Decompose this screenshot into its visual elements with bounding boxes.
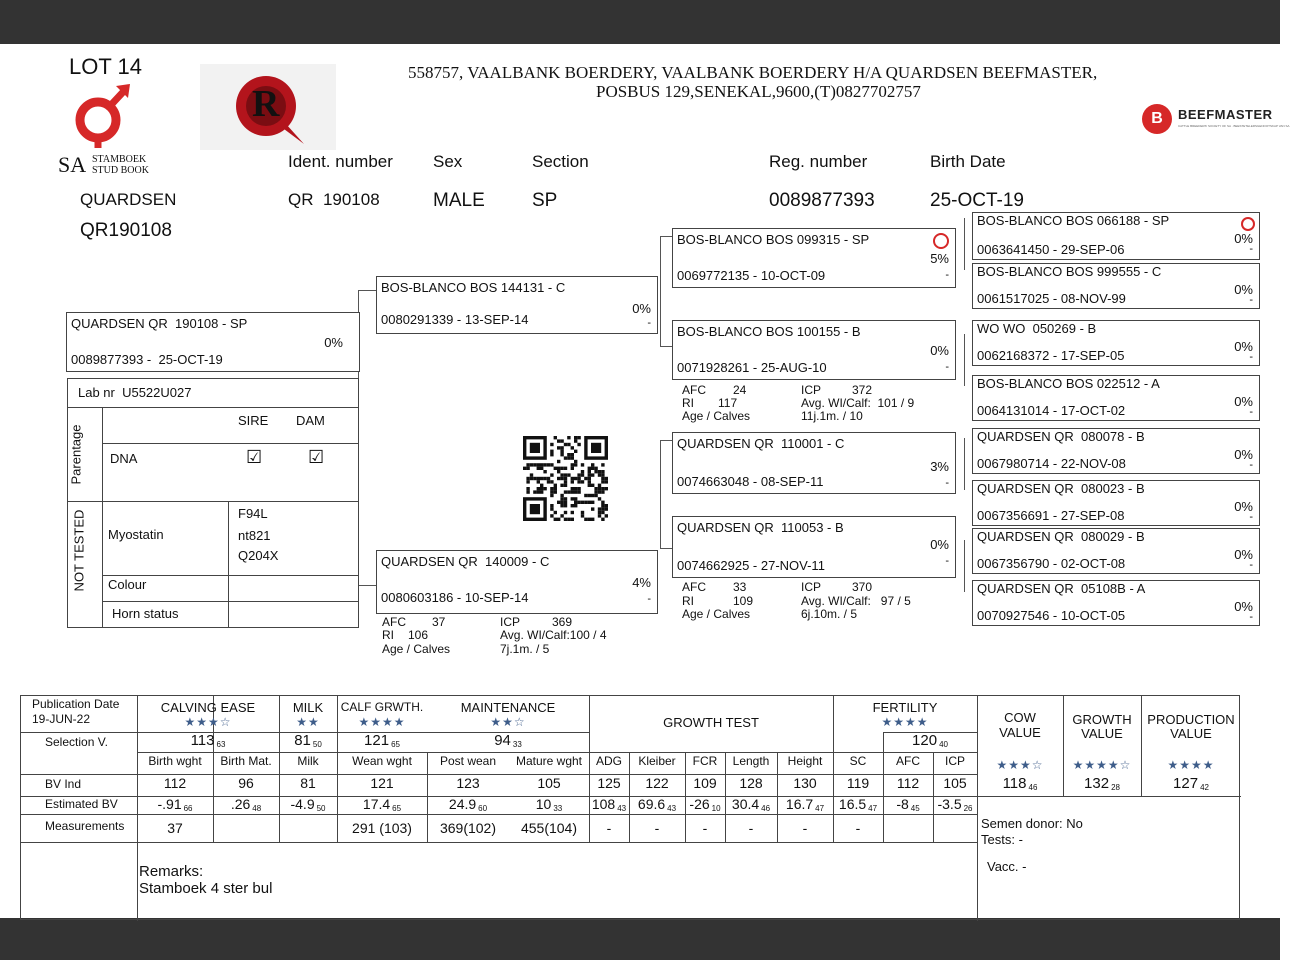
hdr-cow-1: COW	[1004, 710, 1036, 725]
measurement-value: -	[802, 820, 808, 836]
beefmaster-tag: CATTLE BREEDERS' SOCIETY OF SA · BEESTETELERSGENOOTSKAP VAN SA	[1178, 124, 1290, 128]
gg-name: BOS-BLANCO BOS 999555 - C	[977, 264, 1162, 279]
bv-ind-value: 81	[300, 775, 316, 791]
subject-name: QUARDSEN QR 190108 - SP	[71, 316, 248, 331]
animal-birth: 25-OCT-19	[930, 190, 1024, 211]
beefmaster-emblem-icon: B	[1142, 104, 1172, 134]
gg-reg: 0062168372 - 17-SEP-05	[977, 348, 1125, 363]
gene-badge-icon	[933, 233, 949, 249]
pedigree-great-grandparent	[972, 375, 1260, 421]
label-birth: Birth Date	[930, 152, 1006, 171]
gg-pct: 0%	[1234, 394, 1253, 409]
bv-col-header: AFC	[896, 754, 920, 768]
bv-ind-value: 119	[846, 775, 870, 791]
gg-dash: -	[1249, 351, 1253, 363]
stat-value: 106	[408, 628, 429, 642]
pedigree-sire-dam	[672, 320, 956, 380]
horn-label: Horn status	[112, 606, 179, 621]
sel-label: Selection V.	[45, 735, 108, 749]
sa-line2: STUD BOOK	[92, 165, 149, 176]
bv-ind-value: 128	[739, 775, 763, 791]
stars-growth: ★★★★☆	[1072, 758, 1132, 772]
est-bv-value: 69.6 $_{43}$	[637, 796, 677, 813]
tests: Tests: -	[981, 832, 1023, 847]
hdr-fertility: FERTILITY	[872, 700, 938, 715]
sel-milk: 81 $_{50}$	[294, 732, 322, 749]
ds-reg: 0074663048 - 08-SEP-11	[677, 474, 824, 489]
beefmaster-logo	[1142, 104, 1290, 138]
row-label-meas: Measurements	[45, 819, 125, 833]
pedigree-great-grandparent	[972, 480, 1260, 526]
gg-pct: 0%	[1234, 499, 1253, 514]
measurement-value: 455(104)	[520, 820, 578, 836]
remarks-label: Remarks:	[139, 863, 204, 880]
dna-dam-check-icon: ☑	[308, 447, 325, 467]
semen-donor: Semen donor: No	[981, 816, 1083, 831]
est-bv-value: -8 $_{45}$	[896, 796, 920, 813]
gg-dash: -	[1249, 559, 1253, 571]
not-tested-label: NOT TESTED	[71, 509, 87, 592]
measurement-value: -	[654, 820, 660, 836]
pedigree-dam-sire	[672, 432, 956, 494]
sire-dam-stats	[682, 383, 952, 427]
pedigree-great-grandparent	[972, 428, 1260, 474]
lot-number: LOT 14	[69, 54, 142, 79]
sel-fertility: 120 $_{40}$	[912, 732, 948, 749]
est-bv-value: 30.4 $_{46}$	[731, 796, 771, 813]
est-bv-value: 16.7 $_{47}$	[785, 796, 825, 813]
gg-reg: 0070927546 - 10-OCT-05	[977, 608, 1126, 623]
stars-maint: ★★☆	[490, 715, 526, 729]
stat-label: RI	[682, 594, 694, 608]
hdr-milk: MILK	[292, 700, 324, 715]
subject-reg: 0089877393 - 25-OCT-19	[71, 352, 223, 367]
stat-value: 117	[718, 396, 738, 410]
index-cow: 118 $_{46}$	[1002, 775, 1038, 792]
stat-label: AFC	[382, 615, 406, 629]
sel-calf: 121 $_{65}$	[364, 732, 400, 749]
gg-name: WO WO 050269 - B	[977, 321, 1097, 336]
animal-reg: 0089877393	[769, 190, 875, 211]
subject-pct: 0%	[324, 335, 343, 350]
gg-reg: 0067980714 - 22-NOV-08	[977, 456, 1126, 471]
measurement-value: -	[606, 820, 612, 836]
gg-name: QUARDSEN QR 080023 - B	[977, 481, 1145, 496]
hdr-maint: MAINTENANCE	[460, 700, 556, 715]
stat-value: 6j.10m. / 5	[801, 607, 858, 621]
bv-col-header: Length	[732, 754, 770, 768]
dam-pct: 4%	[632, 575, 651, 590]
dna-sire-check-icon: ☑	[246, 447, 263, 467]
bv-col-header: Height	[787, 754, 823, 768]
stat-value: 370	[852, 580, 873, 594]
label-sex: Sex	[433, 152, 463, 171]
myostatin-value-2: nt821	[238, 528, 271, 543]
dam-reg: 0080603186 - 10-SEP-14	[381, 590, 529, 605]
gg-pct: 0%	[1234, 339, 1253, 354]
bv-col-header: Post wean	[439, 754, 497, 768]
stars-cow: ★★★☆	[996, 758, 1044, 772]
pedigree-sire-sire	[672, 228, 956, 288]
remarks-text: Stamboek 4 ster bul	[139, 880, 273, 897]
gender-symbol-icon	[58, 82, 158, 152]
ds-pct: 3%	[930, 459, 949, 474]
sd-name: BOS-BLANCO BOS 100155 - B	[677, 324, 861, 339]
pedigree-subject	[66, 312, 360, 372]
gg-reg: 0061517025 - 08-NOV-99	[977, 291, 1126, 306]
row-label-bv-ind: BV Ind	[45, 777, 82, 791]
est-bv-value: 108 $_{43}$	[591, 796, 627, 813]
bv-ind-value: 122	[645, 775, 669, 791]
gg-reg: 0064131014 - 17-OCT-02	[977, 403, 1126, 418]
pub-date: 19-JUN-22	[32, 712, 91, 726]
qr-code-graphic	[522, 436, 610, 522]
pedigree-sire	[376, 276, 658, 334]
gg-name: QUARDSEN QR 080078 - B	[977, 429, 1145, 444]
measurement-value: 291 (103)	[352, 820, 412, 836]
bv-ind-value: 121	[370, 775, 394, 791]
bv-ind-value: 130	[793, 775, 817, 791]
label-ident: Ident. number	[288, 152, 393, 171]
pedigree-great-grandparent	[972, 320, 1260, 366]
sire-reg: 0080291339 - 13-SEP-14	[381, 312, 529, 327]
gg-dash: -	[1249, 243, 1253, 255]
bv-col-header: SC	[849, 754, 867, 768]
bv-ind-value: 96	[238, 775, 254, 791]
bv-col-header: Wean wght	[352, 754, 412, 768]
bv-col-header: Kleiber	[638, 754, 676, 768]
myostatin-value-3: Q204X	[238, 548, 279, 563]
pedigree-dam	[376, 550, 658, 614]
pedigree-great-grandparent	[972, 580, 1260, 626]
gg-dash: -	[1249, 294, 1253, 306]
myostatin-value-1: F94L	[238, 506, 268, 521]
pedigree-great-grandparent	[972, 212, 1260, 260]
gg-pct: 0%	[1234, 231, 1253, 246]
lab-panel	[67, 378, 359, 628]
sire-name: BOS-BLANCO BOS 144131 - C	[381, 280, 566, 295]
stars-milk: ★★	[296, 715, 320, 729]
sa-studbook-logo	[58, 82, 158, 178]
sire-dash: -	[647, 317, 651, 329]
gg-name: BOS-BLANCO BOS 066188 - SP	[977, 213, 1170, 228]
label-reg: Reg. number	[769, 152, 868, 171]
measurement-value: -	[855, 820, 861, 836]
bv-ind-value: 109	[693, 775, 717, 791]
gg-dash: -	[1249, 459, 1253, 471]
beefmaster-word: BEEFMASTER	[1178, 107, 1273, 122]
sire-pct: 0%	[632, 301, 651, 316]
quardsen-logo	[200, 64, 336, 150]
sire-col-label: SIRE	[238, 413, 269, 428]
animal-code: QR190108	[80, 220, 172, 241]
pedigree-great-grandparent	[972, 263, 1260, 309]
sa-line1: STAMBOEK	[92, 154, 147, 165]
gg-dash: -	[1249, 511, 1253, 523]
bv-col-header: ADG	[595, 754, 622, 768]
est-bv-value: -4.9 $_{50}$	[290, 796, 326, 813]
gg-pct: 0%	[1234, 547, 1253, 562]
sd-dash: -	[945, 361, 949, 373]
label-section: Section	[532, 152, 589, 171]
stars-prod: ★★★★	[1167, 758, 1215, 772]
pedigree-dam-dam	[672, 516, 956, 578]
bv-ind-value: 112	[163, 775, 187, 791]
dd-pct: 0%	[930, 537, 949, 552]
est-bv-value: 17.4 $_{65}$	[362, 796, 402, 813]
bv-col-header: Mature wght	[515, 754, 583, 768]
hdr-growth-test: GROWTH TEST	[663, 715, 759, 730]
stat-label: ICP	[801, 383, 822, 397]
animal-ident: QR 190108	[288, 190, 380, 209]
stars-calf: ★★★★	[358, 715, 406, 729]
bv-table	[20, 695, 1240, 920]
stat-label: Age / Calves	[382, 642, 451, 656]
stat-label: AFC	[682, 580, 706, 594]
dam-col-label: DAM	[296, 413, 325, 428]
gg-reg: 0063641450 - 29-SEP-06	[977, 242, 1125, 257]
bv-col-header: Birth Mat.	[220, 754, 272, 768]
qr-code	[522, 436, 610, 522]
parentage-label: Parentage	[68, 424, 84, 485]
index-prod: 127 $_{42}$	[1173, 775, 1209, 792]
stat-value: 37	[432, 615, 446, 629]
est-bv-value: .26 $_{48}$	[230, 796, 262, 813]
est-bv-value: 24.9 $_{60}$	[448, 796, 488, 813]
gg-dash: -	[1249, 611, 1253, 623]
bv-ind-value: 105	[943, 775, 967, 791]
colour-label: Colour	[108, 577, 147, 592]
sa-letters: SA	[58, 152, 87, 177]
pedigree-great-grandparent	[972, 528, 1260, 574]
bottom-bar	[0, 918, 1280, 960]
dam-dam-stats	[682, 580, 952, 624]
bv-ind-value: 112	[896, 775, 920, 791]
measurement-value: 369(102)	[439, 820, 497, 836]
bv-ind-value: 125	[597, 775, 621, 791]
dd-reg: 0074662925 - 27-NOV-11	[677, 558, 825, 573]
stat-label: RI	[382, 628, 394, 642]
hdr-calf: CALF GRWTH.	[340, 700, 424, 714]
measurement-value: -	[748, 820, 754, 836]
ds-name: QUARDSEN QR 110001 - C	[677, 436, 845, 451]
est-bv-value: -.91 $_{66}$	[157, 796, 193, 813]
dam-dash: -	[647, 593, 651, 605]
stat-value: 33	[733, 580, 747, 594]
bv-col-header: Birth wght	[148, 754, 202, 768]
stat-value: 369	[552, 615, 573, 629]
pub-label: Publication Date	[32, 697, 120, 711]
est-bv-value: -26 $_{10}$	[689, 796, 721, 813]
stat-value: Avg. WI/Calf:100 / 4	[500, 628, 607, 642]
sd-reg: 0071928261 - 25-AUG-10	[677, 360, 827, 375]
hdr-prod-2: VALUE	[1170, 726, 1212, 741]
gg-pct: 0%	[1234, 282, 1253, 297]
top-bar	[0, 0, 1280, 44]
index-growth: 132 $_{28}$	[1084, 775, 1120, 792]
hdr-prod-1: PRODUCTION	[1147, 712, 1235, 727]
q-brand-letter: R	[252, 83, 280, 125]
stat-value: Avg. WI/Calf: 97 / 5	[801, 594, 911, 608]
ss-dash: -	[945, 269, 949, 281]
est-bv-value: -3.5 $_{26}$	[937, 796, 973, 813]
gg-reg: 0067356691 - 27-SEP-08	[977, 508, 1125, 523]
gg-name: BOS-BLANCO BOS 022512 - A	[977, 376, 1160, 391]
hdr-calving: CALVING EASE	[160, 700, 256, 715]
hdr-growth-2: VALUE	[1081, 726, 1123, 741]
animal-sex: MALE	[433, 190, 485, 211]
stat-label: AFC	[682, 383, 706, 397]
hdr-cow-2: VALUE	[999, 725, 1041, 740]
stat-value: 109	[733, 594, 754, 608]
animal-herd: QUARDSEN	[80, 190, 177, 209]
sd-pct: 0%	[930, 343, 949, 358]
animal-section: SP	[532, 190, 558, 211]
stat-label: ICP	[500, 615, 521, 629]
measurement-value: -	[702, 820, 708, 836]
ss-pct: 5%	[930, 251, 949, 266]
sel-calving: 113 $_{63}$	[190, 732, 226, 749]
stat-label: RI	[682, 396, 694, 410]
vacc: Vacc. -	[987, 859, 1027, 874]
myostatin-label: Myostatin	[108, 527, 164, 542]
ss-reg: 0069772135 - 10-OCT-09	[677, 268, 826, 283]
gg-pct: 0%	[1234, 599, 1253, 614]
est-bv-value: 10 $_{33}$	[535, 796, 563, 813]
stat-label: Age / Calves	[682, 607, 751, 621]
ds-dash: -	[945, 477, 949, 489]
bv-col-header: Milk	[297, 754, 319, 768]
stars-calving: ★★★☆	[184, 715, 232, 729]
gg-reg: 0067356790 - 02-OCT-08	[977, 556, 1126, 571]
sel-maint: 94 $_{33}$	[494, 732, 522, 749]
hdr-growth-1: GROWTH	[1072, 712, 1132, 727]
bv-ind-value: 123	[456, 775, 480, 791]
measurement-value: 37	[167, 820, 183, 836]
stat-value: Avg. WI/Calf: 101 / 9	[801, 396, 915, 410]
breeder-line1: 558757, VAALBANK BOERDERY, VAALBANK BOERDERY H/A QUARDSEN BEEFMASTER,	[408, 63, 1098, 82]
bv-ind-value: 105	[537, 775, 561, 791]
dam-name: QUARDSEN QR 140009 - C	[381, 554, 550, 569]
stat-value: 11j.1m. / 10	[801, 409, 863, 423]
stat-value: 372	[852, 383, 873, 397]
stat-value: 7j.1m. / 5	[500, 642, 550, 656]
stat-label: Age / Calves	[682, 409, 751, 423]
dam-stats	[382, 615, 652, 659]
row-label-est: Estimated BV	[45, 797, 118, 811]
stat-label: ICP	[801, 580, 822, 594]
ss-name: BOS-BLANCO BOS 099315 - SP	[677, 232, 870, 247]
dd-dash: -	[945, 555, 949, 567]
gg-dash: -	[1249, 406, 1253, 418]
est-bv-value: 16.5 $_{47}$	[838, 796, 878, 813]
dna-label: DNA	[110, 451, 138, 466]
gene-badge-icon	[1241, 217, 1255, 231]
lab-number: Lab nr U5522U027	[78, 385, 192, 400]
dd-name: QUARDSEN QR 110053 - B	[677, 520, 844, 535]
bv-col-header: FCR	[692, 754, 718, 768]
gg-pct: 0%	[1234, 447, 1253, 462]
stars-fertility: ★★★★	[881, 715, 929, 729]
stat-value: 24	[733, 383, 747, 397]
bv-col-header: ICP	[944, 754, 965, 768]
breeder-line2: POSBUS 129,SENEKAL,9600,(T)0827702757	[596, 82, 921, 101]
gg-name: QUARDSEN QR 05108B - A	[977, 581, 1146, 596]
gg-name: QUARDSEN QR 080029 - B	[977, 529, 1145, 544]
